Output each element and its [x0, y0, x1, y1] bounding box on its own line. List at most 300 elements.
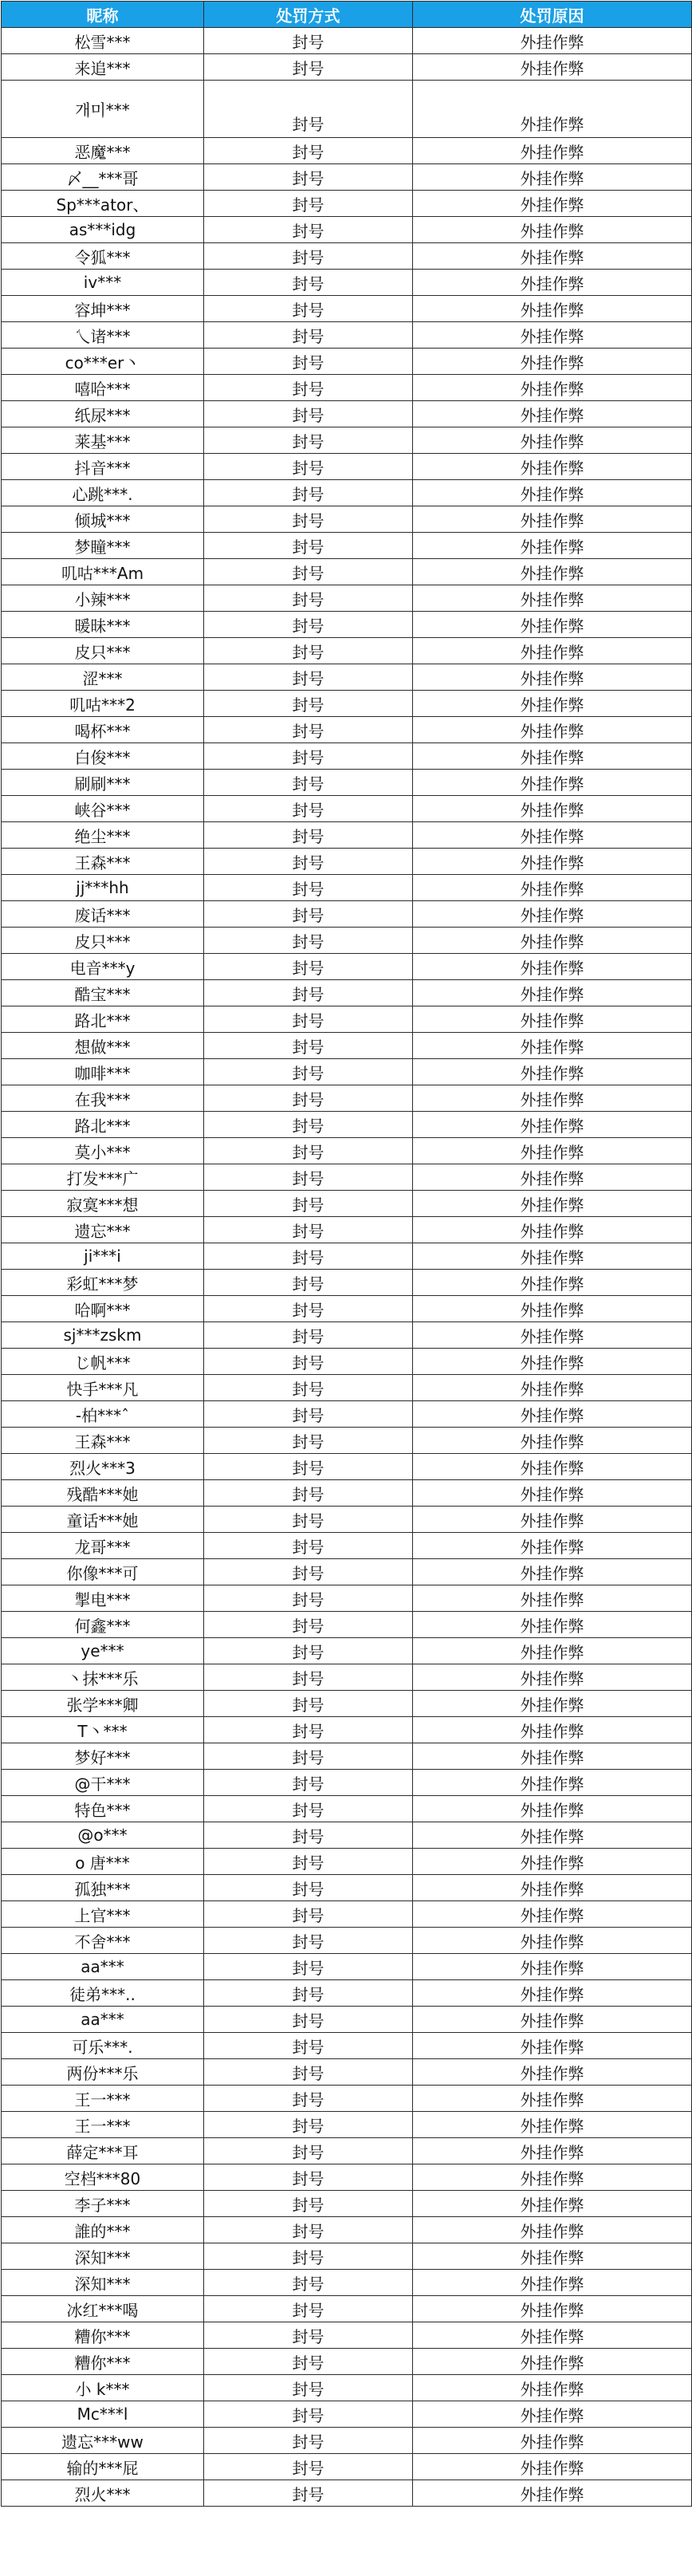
nickname-cell: ji***i: [2, 1243, 204, 1270]
penalty-method-cell: 封号: [204, 980, 413, 1006]
penalty-reason-cell: 外挂作弊: [413, 2270, 692, 2296]
penalty-reason-cell: 外挂作弊: [413, 1006, 692, 1033]
table-row: [2, 164, 692, 191]
penalty-method-cell: 封号: [204, 1375, 413, 1401]
penalty-reason-cell: 外挂作弊: [413, 1112, 692, 1138]
table-row: [2, 54, 692, 81]
table-row: [2, 1191, 692, 1217]
table-row: [2, 533, 692, 559]
penalty-reason-cell: 外挂作弊: [413, 1612, 692, 1638]
nickname-cell: 遗忘***: [2, 1217, 204, 1243]
penalty-method-cell: 封号: [204, 1533, 413, 1559]
penalty-method-cell: 封号: [204, 928, 413, 954]
penalty-method-cell: 封号: [204, 1901, 413, 1928]
penalty-reason-cell: 外挂作弊: [413, 2033, 692, 2059]
penalty-reason-cell: 外挂作弊: [413, 717, 692, 743]
penalty-reason-cell: 外挂作弊: [413, 901, 692, 928]
nickname-cell: iv***: [2, 270, 204, 296]
table-row: [2, 743, 692, 770]
penalty-method-cell: 封号: [204, 1691, 413, 1717]
penalty-reason-cell: 外挂作弊: [413, 2191, 692, 2217]
penalty-reason-cell: 外挂作弊: [413, 1085, 692, 1112]
nickname-cell: 抖音***: [2, 454, 204, 480]
penalty-reason-cell: 外挂作弊: [413, 1480, 692, 1507]
penalty-method-cell: 封号: [204, 612, 413, 638]
nickname-cell: 恶魔***: [2, 138, 204, 164]
penalty-reason-cell: 外挂作弊: [413, 191, 692, 217]
nickname-cell: 王一***: [2, 2112, 204, 2138]
table-row: [2, 1138, 692, 1164]
nickname-cell: sj***zskm: [2, 1322, 204, 1349]
penalty-reason-cell: 外挂作弊: [413, 2454, 692, 2480]
nickname-cell: 皮只***: [2, 928, 204, 954]
penalty-method-cell: 封号: [204, 822, 413, 849]
penalty-method-cell: 封号: [204, 1322, 413, 1349]
nickname-cell: T丶***: [2, 1717, 204, 1743]
penalty-reason-cell: 外挂作弊: [413, 1664, 692, 1691]
penalty-reason-cell: 外挂作弊: [413, 138, 692, 164]
penalty-method-cell: 封号: [204, 1717, 413, 1743]
nickname-cell: 刷刷***: [2, 770, 204, 796]
nickname-cell: 来追***: [2, 54, 204, 81]
penalty-reason-cell: 外挂作弊: [413, 1296, 692, 1322]
table-row: [2, 349, 692, 375]
nickname-cell: 特色***: [2, 1796, 204, 1822]
nickname-cell: 徒弟***..: [2, 1980, 204, 2007]
penalty-method-cell: 封号: [204, 1980, 413, 2007]
nickname-cell: 咖啡***: [2, 1059, 204, 1085]
penalty-reason-cell: 外挂作弊: [413, 81, 692, 138]
nickname-cell: 空档***80: [2, 2164, 204, 2191]
penalty-method-cell: 封号: [204, 2322, 413, 2349]
nickname-cell: 寂寞***想: [2, 1191, 204, 1217]
penalty-method-cell: 封号: [204, 1454, 413, 1480]
penalty-reason-cell: 外挂作弊: [413, 822, 692, 849]
penalty-reason-cell: 外挂作弊: [413, 2138, 692, 2164]
nickname-cell: aa***: [2, 2007, 204, 2033]
table-row: [2, 1454, 692, 1480]
penalty-method-cell: 封号: [204, 1480, 413, 1507]
table-row: [2, 2112, 692, 2138]
table-row: [2, 191, 692, 217]
nickname-cell: 烈火***3: [2, 1454, 204, 1480]
penalty-reason-cell: 外挂作弊: [413, 1559, 692, 1585]
nickname-cell: 遗忘***ww: [2, 2428, 204, 2454]
penalty-method-cell: 封号: [204, 270, 413, 296]
nickname-cell: 路北***: [2, 1112, 204, 1138]
penalty-method-cell: 封号: [204, 1875, 413, 1901]
penalty-method-cell: 封号: [204, 164, 413, 191]
penalty-method-cell: 封号: [204, 770, 413, 796]
penalty-reason-cell: 外挂作弊: [413, 2059, 692, 2086]
table-row: [2, 2007, 692, 2033]
penalty-reason-cell: 外挂作弊: [413, 2375, 692, 2401]
nickname-cell: 上官***: [2, 1901, 204, 1928]
table-row: [2, 770, 692, 796]
table-row: [2, 2296, 692, 2322]
penalty-method-cell: 封号: [204, 1612, 413, 1638]
table-row: [2, 2138, 692, 2164]
nickname-cell: 小 k***: [2, 2375, 204, 2401]
penalty-reason-cell: 外挂作弊: [413, 533, 692, 559]
nickname-cell: 涩***: [2, 664, 204, 691]
penalty-method-cell: 封号: [204, 875, 413, 901]
table-row: [2, 217, 692, 243]
penalty-reason-cell: 外挂作弊: [413, 1980, 692, 2007]
table-row: [2, 664, 692, 691]
table-row: [2, 270, 692, 296]
penalty-reason-cell: 外挂作弊: [413, 980, 692, 1006]
penalty-reason-cell: 外挂作弊: [413, 1901, 692, 1928]
penalty-reason-cell: 外挂作弊: [413, 1743, 692, 1770]
nickname-cell: 梦好***: [2, 1743, 204, 1770]
penalty-method-cell: 封号: [204, 2007, 413, 2033]
table-row: [2, 612, 692, 638]
nickname-cell: 嘻哈***: [2, 375, 204, 401]
penalty-method-cell: 封号: [204, 2349, 413, 2375]
penalty-reason-cell: 外挂作弊: [413, 559, 692, 585]
penalty-reason-cell: 外挂作弊: [413, 1507, 692, 1533]
penalty-method-cell: 封号: [204, 1796, 413, 1822]
penalty-reason-cell: 外挂作弊: [413, 2401, 692, 2428]
nickname-cell: 纸尿***: [2, 401, 204, 427]
header-penalty-method: 处罚方式: [204, 2, 413, 28]
penalty-method-cell: 封号: [204, 1191, 413, 1217]
table-row: [2, 901, 692, 928]
penalty-method-cell: 封号: [204, 28, 413, 54]
table-row: [2, 1059, 692, 1085]
penalty-reason-cell: 外挂作弊: [413, 664, 692, 691]
penalty-method-cell: 封号: [204, 54, 413, 81]
table-row: [2, 796, 692, 822]
penalty-method-cell: 封号: [204, 2138, 413, 2164]
nickname-cell: ye***: [2, 1638, 204, 1664]
table-row: [2, 1875, 692, 1901]
table-row: [2, 1270, 692, 1296]
nickname-cell: 深知***: [2, 2270, 204, 2296]
penalty-reason-cell: 外挂作弊: [413, 1033, 692, 1059]
penalty-reason-cell: 外挂作弊: [413, 1322, 692, 1349]
penalty-method-cell: 封号: [204, 2296, 413, 2322]
nickname-cell: 残酷***她: [2, 1480, 204, 1507]
nickname-cell: 烈火***: [2, 2480, 204, 2507]
table-row: [2, 454, 692, 480]
penalty-reason-cell: 外挂作弊: [413, 954, 692, 980]
nickname-cell: 绝尘***: [2, 822, 204, 849]
table-row: [2, 1112, 692, 1138]
nickname-cell: 心跳***.: [2, 480, 204, 506]
table-row: [2, 928, 692, 954]
penalty-method-cell: 封号: [204, 1954, 413, 1980]
penalty-reason-cell: 外挂作弊: [413, 1533, 692, 1559]
penalty-method-cell: 封号: [204, 375, 413, 401]
table-row: [2, 1585, 692, 1612]
nickname-cell: co***er丶: [2, 349, 204, 375]
nickname-cell: 丶抹***乐: [2, 1664, 204, 1691]
penalty-method-cell: 封号: [204, 2401, 413, 2428]
penalty-method-cell: 封号: [204, 81, 413, 138]
penalty-reason-cell: 外挂作弊: [413, 691, 692, 717]
penalty-method-cell: 封号: [204, 480, 413, 506]
penalty-reason-cell: 外挂作弊: [413, 1059, 692, 1085]
table-row: [2, 1006, 692, 1033]
nickname-cell: 倾城***: [2, 506, 204, 533]
table-row: [2, 1533, 692, 1559]
table-row: [2, 1954, 692, 1980]
penalty-method-cell: 封号: [204, 2191, 413, 2217]
header-nickname: 昵称: [2, 2, 204, 28]
penalty-reason-cell: 外挂作弊: [413, 585, 692, 612]
penalty-reason-cell: 外挂作弊: [413, 1454, 692, 1480]
penalty-method-cell: 封号: [204, 717, 413, 743]
nickname-cell: 王森***: [2, 849, 204, 875]
nickname-cell: 不舍***: [2, 1928, 204, 1954]
penalty-method-cell: 封号: [204, 2480, 413, 2507]
table-row: [2, 875, 692, 901]
penalty-reason-cell: 外挂作弊: [413, 770, 692, 796]
table-row: [2, 2059, 692, 2086]
penalty-reason-cell: 外挂作弊: [413, 480, 692, 506]
nickname-cell: 张学***卿: [2, 1691, 204, 1717]
table-row: [2, 1033, 692, 1059]
penalty-reason-cell: 外挂作弊: [413, 2349, 692, 2375]
table-row: [2, 1612, 692, 1638]
table-row: [2, 296, 692, 322]
table-row: [2, 1507, 692, 1533]
nickname-cell: 皮只***: [2, 638, 204, 664]
penalty-reason-cell: 外挂作弊: [413, 1717, 692, 1743]
penalty-reason-cell: 外挂作弊: [413, 1428, 692, 1454]
penalty-method-cell: 封号: [204, 2270, 413, 2296]
penalty-reason-cell: 外挂作弊: [413, 270, 692, 296]
table-row: [2, 2164, 692, 2191]
table-row: [2, 1322, 692, 1349]
penalty-method-cell: 封号: [204, 1112, 413, 1138]
nickname-cell: 糟你***: [2, 2322, 204, 2349]
nickname-cell: aa***: [2, 1954, 204, 1980]
penalty-method-cell: 封号: [204, 1743, 413, 1770]
penalty-method-cell: 封号: [204, 2454, 413, 2480]
nickname-cell: as***idg: [2, 217, 204, 243]
table-row: [2, 243, 692, 270]
penalty-method-cell: 封号: [204, 1507, 413, 1533]
nickname-cell: 王一***: [2, 2086, 204, 2112]
penalty-method-cell: 封号: [204, 2033, 413, 2059]
table-row: [2, 1664, 692, 1691]
penalty-reason-cell: 外挂作弊: [413, 2217, 692, 2243]
nickname-cell: 乀诸***: [2, 322, 204, 349]
penalty-table: [1, 1, 692, 2507]
nickname-cell: 薛定***耳: [2, 2138, 204, 2164]
nickname-cell: 打发***广: [2, 1164, 204, 1191]
penalty-reason-cell: 外挂作弊: [413, 1928, 692, 1954]
penalty-reason-cell: 外挂作弊: [413, 2428, 692, 2454]
penalty-method-cell: 封号: [204, 533, 413, 559]
penalty-method-cell: 封号: [204, 2217, 413, 2243]
penalty-method-cell: 封号: [204, 1164, 413, 1191]
nickname-cell: 令狐***: [2, 243, 204, 270]
penalty-method-cell: 封号: [204, 191, 413, 217]
table-row: [2, 28, 692, 54]
table-row: [2, 1217, 692, 1243]
penalty-method-cell: 封号: [204, 427, 413, 454]
nickname-cell: 酷宝***: [2, 980, 204, 1006]
penalty-method-cell: 封号: [204, 1401, 413, 1428]
penalty-method-cell: 封号: [204, 1085, 413, 1112]
table-row: [2, 822, 692, 849]
nickname-cell: 誰的***: [2, 2217, 204, 2243]
table-row: [2, 2191, 692, 2217]
penalty-reason-cell: 外挂作弊: [413, 928, 692, 954]
penalty-method-cell: 封号: [204, 1006, 413, 1033]
table-row: [2, 980, 692, 1006]
nickname-cell: 糟你***: [2, 2349, 204, 2375]
table-row: [2, 638, 692, 664]
table-row: [2, 322, 692, 349]
table-row: [2, 1480, 692, 1507]
table-header: [2, 2, 692, 28]
table-row: [2, 1164, 692, 1191]
nickname-cell: 容坤***: [2, 296, 204, 322]
penalty-method-cell: 封号: [204, 349, 413, 375]
penalty-method-cell: 封号: [204, 1033, 413, 1059]
table-row: [2, 1770, 692, 1796]
penalty-method-cell: 封号: [204, 2112, 413, 2138]
penalty-method-cell: 封号: [204, 401, 413, 427]
penalty-reason-cell: 外挂作弊: [413, 2086, 692, 2112]
penalty-method-cell: 封号: [204, 1822, 413, 1849]
table-row: [2, 1375, 692, 1401]
penalty-reason-cell: 外挂作弊: [413, 2164, 692, 2191]
penalty-reason-cell: 外挂作弊: [413, 322, 692, 349]
penalty-method-cell: 封号: [204, 1585, 413, 1612]
table-row: [2, 81, 692, 138]
table-row: [2, 585, 692, 612]
penalty-reason-cell: 外挂作弊: [413, 349, 692, 375]
penalty-reason-cell: 外挂作弊: [413, 1770, 692, 1796]
nickname-cell: @o***: [2, 1822, 204, 1849]
penalty-reason-cell: 外挂作弊: [413, 2322, 692, 2349]
nickname-cell: 深知***: [2, 2243, 204, 2270]
nickname-cell: 童话***她: [2, 1507, 204, 1533]
penalty-method-cell: 封号: [204, 2428, 413, 2454]
table-row: [2, 1901, 692, 1928]
penalty-method-cell: 封号: [204, 2243, 413, 2270]
nickname-cell: -柏***ˆ: [2, 1401, 204, 1428]
penalty-reason-cell: 外挂作弊: [413, 164, 692, 191]
table-row: [2, 1243, 692, 1270]
nickname-cell: 输的***屁: [2, 2454, 204, 2480]
penalty-method-cell: 封号: [204, 506, 413, 533]
table-row: [2, 1717, 692, 1743]
penalty-reason-cell: 外挂作弊: [413, 401, 692, 427]
penalty-method-cell: 封号: [204, 1270, 413, 1296]
penalty-reason-cell: 外挂作弊: [413, 1849, 692, 1875]
penalty-reason-cell: 外挂作弊: [413, 427, 692, 454]
table-row: [2, 1296, 692, 1322]
penalty-reason-cell: 外挂作弊: [413, 454, 692, 480]
penalty-reason-cell: 外挂作弊: [413, 28, 692, 54]
table-row: [2, 480, 692, 506]
nickname-cell: 白俊***: [2, 743, 204, 770]
table-row: [2, 954, 692, 980]
table-row: [2, 2349, 692, 2375]
table-row: [2, 691, 692, 717]
nickname-cell: 小辣***: [2, 585, 204, 612]
penalty-method-cell: 封号: [204, 217, 413, 243]
penalty-reason-cell: 外挂作弊: [413, 849, 692, 875]
penalty-method-cell: 封号: [204, 796, 413, 822]
penalty-method-cell: 封号: [204, 2375, 413, 2401]
nickname-cell: 龙哥***: [2, 1533, 204, 1559]
nickname-cell: 孤独***: [2, 1875, 204, 1901]
penalty-reason-cell: 外挂作弊: [413, 1796, 692, 1822]
penalty-method-cell: 封号: [204, 1217, 413, 1243]
penalty-reason-cell: 外挂作弊: [413, 2480, 692, 2507]
penalty-method-cell: 封号: [204, 138, 413, 164]
penalty-method-cell: 封号: [204, 1243, 413, 1270]
penalty-method-cell: 封号: [204, 638, 413, 664]
table-row: [2, 1796, 692, 1822]
nickname-cell: 李子***: [2, 2191, 204, 2217]
penalty-method-cell: 封号: [204, 1428, 413, 1454]
penalty-method-cell: 封号: [204, 1638, 413, 1664]
penalty-method-cell: 封号: [204, 743, 413, 770]
nickname-cell: じ帆***: [2, 1349, 204, 1375]
penalty-reason-cell: 外挂作弊: [413, 1270, 692, 1296]
penalty-reason-cell: 外挂作弊: [413, 1164, 692, 1191]
penalty-reason-cell: 外挂作弊: [413, 638, 692, 664]
table-row: [2, 1401, 692, 1428]
table-row: [2, 2322, 692, 2349]
nickname-cell: 两份***乐: [2, 2059, 204, 2086]
table-row: [2, 2033, 692, 2059]
penalty-method-cell: 封号: [204, 1770, 413, 1796]
nickname-cell: 冰红***喝: [2, 2296, 204, 2322]
nickname-cell: 快手***凡: [2, 1375, 204, 1401]
penalty-reason-cell: 外挂作弊: [413, 2296, 692, 2322]
penalty-method-cell: 封号: [204, 2086, 413, 2112]
penalty-method-cell: 封号: [204, 1349, 413, 1375]
penalty-reason-cell: 外挂作弊: [413, 1638, 692, 1664]
nickname-cell: 可乐***.: [2, 2033, 204, 2059]
table-row: [2, 2217, 692, 2243]
nickname-cell: 〆__***哥: [2, 164, 204, 191]
table-row: [2, 1559, 692, 1585]
penalty-reason-cell: 外挂作弊: [413, 1822, 692, 1849]
table-row: [2, 375, 692, 401]
table-row: [2, 2270, 692, 2296]
table-row: [2, 1822, 692, 1849]
penalty-reason-cell: 外挂作弊: [413, 1875, 692, 1901]
table-row: [2, 2243, 692, 2270]
table-row: [2, 1743, 692, 1770]
penalty-method-cell: 封号: [204, 296, 413, 322]
penalty-method-cell: 封号: [204, 1849, 413, 1875]
table-row: [2, 717, 692, 743]
nickname-cell: 何鑫***: [2, 1612, 204, 1638]
penalty-reason-cell: 外挂作弊: [413, 1691, 692, 1717]
penalty-reason-cell: 外挂作弊: [413, 1375, 692, 1401]
nickname-cell: @干***: [2, 1770, 204, 1796]
table-row: [2, 427, 692, 454]
penalty-method-cell: 封号: [204, 2164, 413, 2191]
penalty-method-cell: 封号: [204, 1296, 413, 1322]
penalty-method-cell: 封号: [204, 664, 413, 691]
penalty-reason-cell: 外挂作弊: [413, 612, 692, 638]
penalty-reason-cell: 外挂作弊: [413, 2007, 692, 2033]
table-row: [2, 1980, 692, 2007]
